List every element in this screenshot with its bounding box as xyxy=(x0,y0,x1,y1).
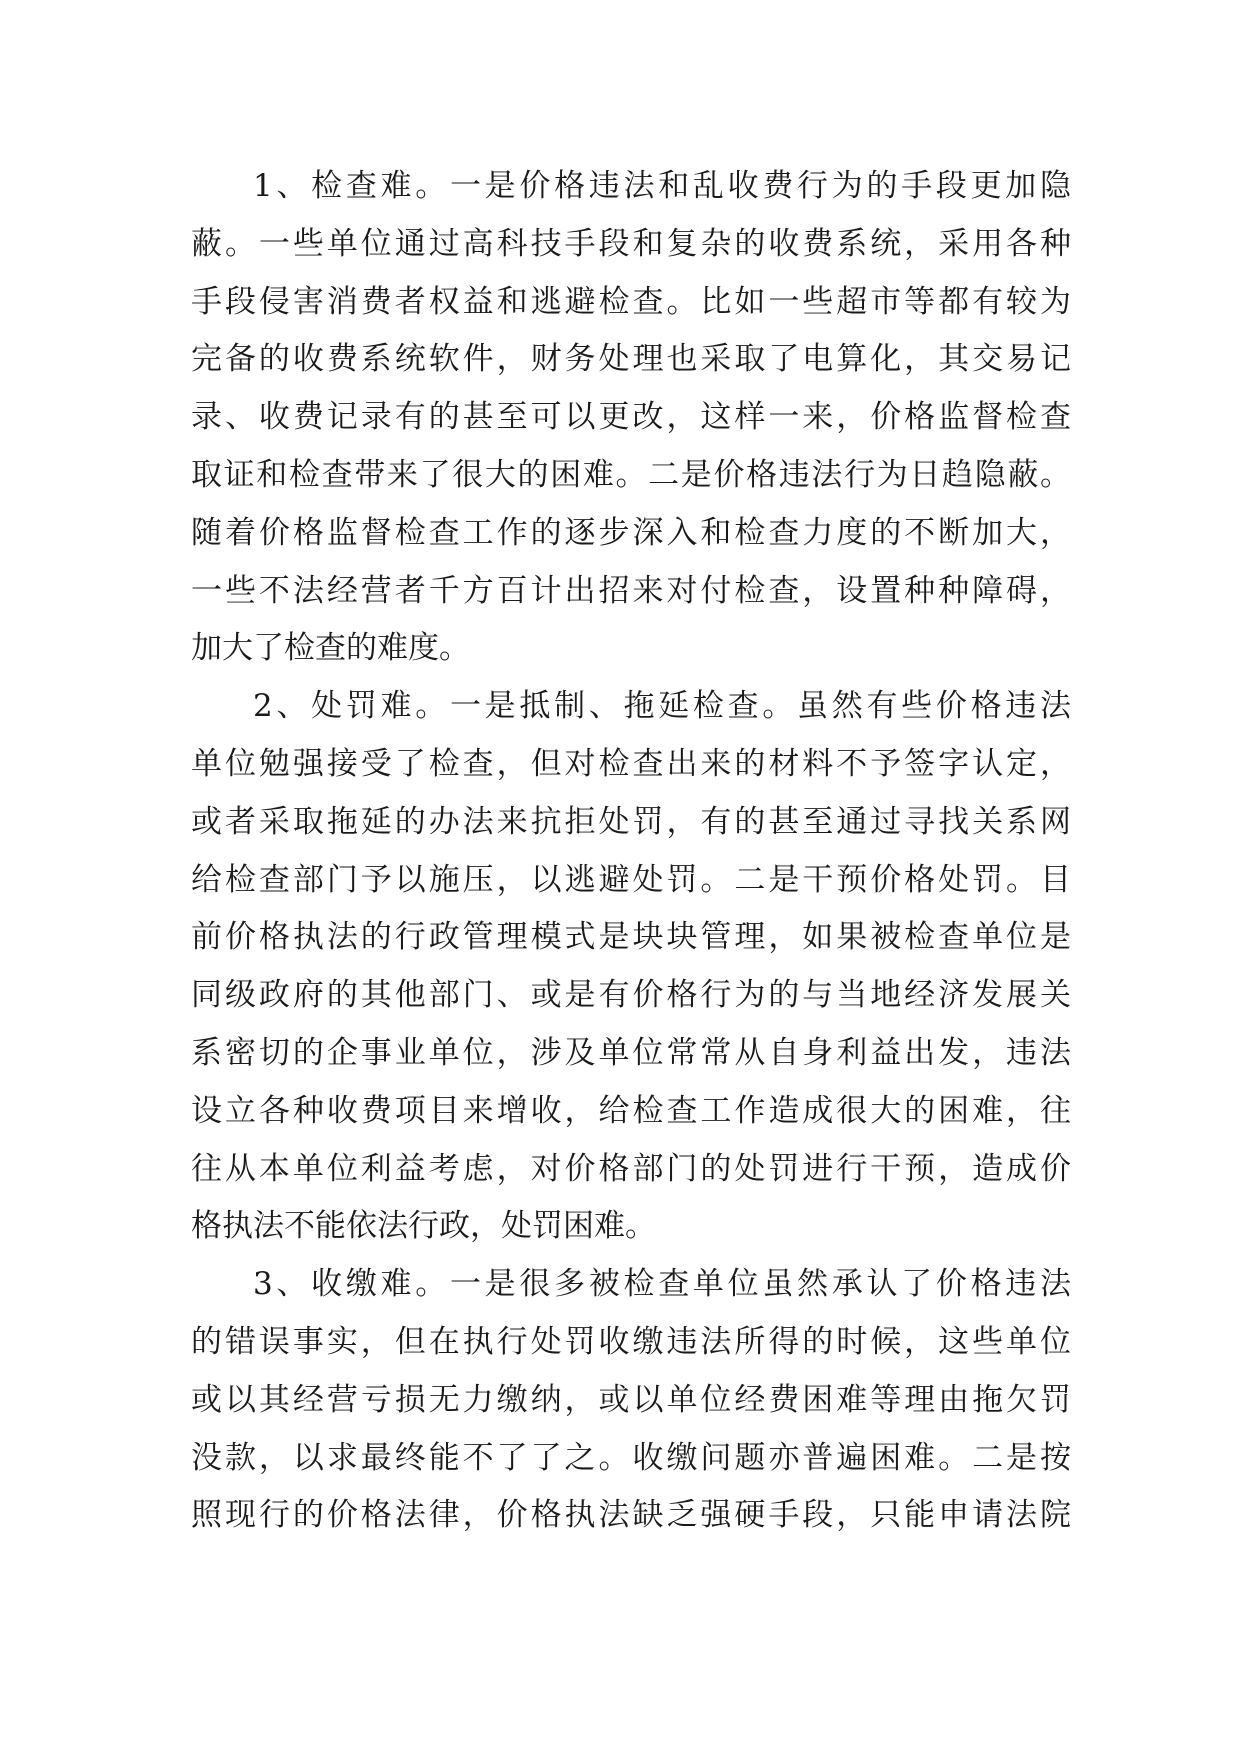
paragraph-line: 系密切的企事业单位，涉及单位常常从自身利益出发，违法 xyxy=(191,1034,1071,1071)
paragraph-line: 同级政府的其他部门、或是有价格行为的与当地经济发展关 xyxy=(191,977,1071,1014)
paragraph-line: 手段侵害消费者权益和逃避检查。比如一些超市等都有较为 xyxy=(191,283,1071,320)
paragraph-line: 一些不法经营者千方百计出招来对付检查，设置种种障碍， xyxy=(191,572,1071,609)
paragraph-line: 随着价格监督检查工作的逐步深入和检查力度的不断加大， xyxy=(191,514,1071,551)
paragraph-line: 往从本单位利益考虑，对价格部门的处罚进行干预，造成价 xyxy=(191,1150,1071,1187)
paragraph-line: 3、收缴难。一是很多被检查单位虽然承认了价格违法 xyxy=(253,1266,1071,1303)
paragraph-1 xyxy=(191,158,1071,678)
paragraph-line: 给检查部门予以施压，以逃避处罚。二是干预价格处罚。目 xyxy=(191,861,1071,898)
paragraph-line: 2、处罚难。一是抵制、拖延检查。虽然有些价格违法 xyxy=(253,688,1071,725)
paragraph-line: 加大了检查的难度。 xyxy=(191,630,470,667)
paragraph-line: 前价格执法的行政管理模式是块块管理，如果被检查单位是 xyxy=(191,919,1071,956)
paragraph-line: 的错误事实，但在执行处罚收缴违法所得的时候，这些单位 xyxy=(191,1323,1071,1360)
paragraph-line: 取证和检查带来了很大的困难。二是价格违法行为日趋隐蔽。 xyxy=(191,456,1071,493)
paragraph-line: 录、收费记录有的甚至可以更改，这样一来，价格监督检查 xyxy=(191,399,1071,436)
paragraph-line: 照现行的价格法律，价格执法缺乏强硬手段，只能申请法院 xyxy=(191,1497,1071,1534)
paragraph-2 xyxy=(191,678,1071,1256)
paragraph-line: 或以其经营亏损无力缴纳，或以单位经费困难等理由拖欠罚 xyxy=(191,1381,1071,1418)
paragraph-line: 单位勉强接受了检查，但对检查出来的材料不予签字认定， xyxy=(191,745,1071,782)
body-text xyxy=(191,158,1071,1545)
paragraph-3 xyxy=(191,1256,1071,1545)
paragraph-line: 没款，以求最终能不了了之。收缴问题亦普遍困难。二是按 xyxy=(191,1439,1071,1476)
paragraph-line: 设立各种收费项目来增收，给检查工作造成很大的困难，往 xyxy=(191,1092,1071,1129)
paragraph-line: 格执法不能依法行政，处罚困难。 xyxy=(191,1208,656,1245)
paragraph-line: 1、检查难。一是价格违法和乱收费行为的手段更加隐 xyxy=(253,168,1071,204)
paragraph-line: 蔽。一些单位通过高科技手段和复杂的收费系统，采用各种 xyxy=(191,225,1071,262)
paragraph-line: 完备的收费系统软件，财务处理也采取了电算化，其交易记 xyxy=(191,341,1071,378)
paragraph-line: 或者采取拖延的办法来抗拒处罚，有的甚至通过寻找关系网 xyxy=(191,803,1071,840)
